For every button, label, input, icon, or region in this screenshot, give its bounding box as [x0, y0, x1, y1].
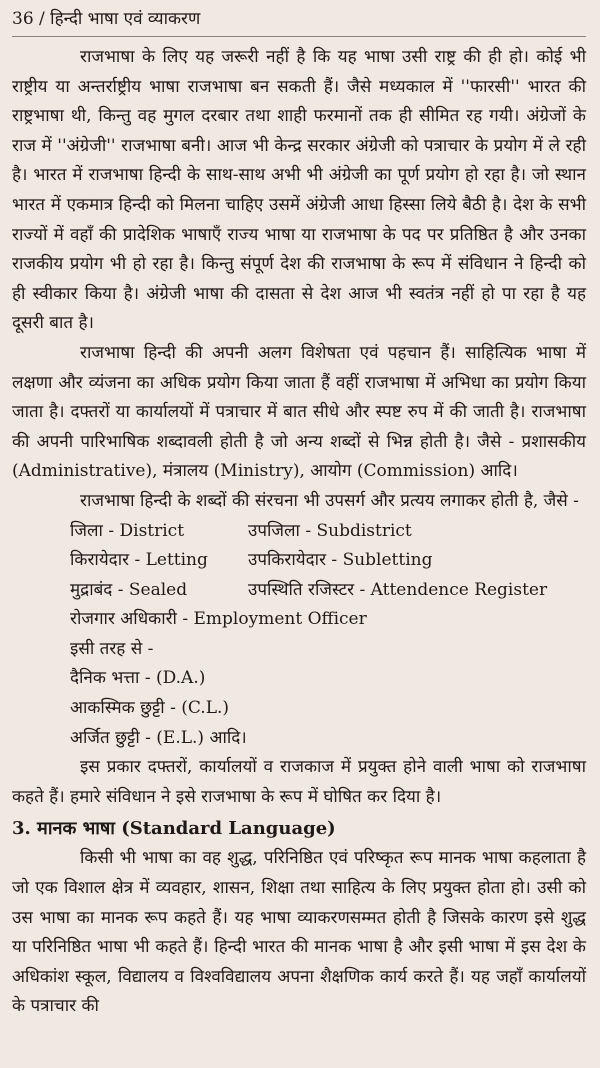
glossary-term: उपजिला - Subdistrict	[248, 520, 412, 541]
glossary-term: उपस्थिति रजिस्टर - Attendence Register	[248, 579, 548, 600]
paragraph-rajbhasha-summary: इस प्रकार दफ्तरों, कार्यालयों व राजकाज में प्रयुक्त होने वाली भाषा को राजभाषा कहते हैं। हमारे संविधान ने इसे राजभाषा के रूप में घोषित कर दिया है।	[12, 757, 586, 807]
glossary-lead-text: इसी तरह से -	[70, 638, 154, 659]
glossary-row	[70, 576, 586, 606]
paragraph-rajbhasha-intro: राजभाषा के लिए यह जरूरी नहीं है कि यह भाषा उसी राष्ट्र की ही हो। कोई भी राष्ट्रीय या अन्तर्राष्ट्रीय भाषा राजभाषा बन सकती हैं। जैसे मध्यकाल में ''फारसी'' भारत की राष्ट्रभाषा थी, किन्तु वह मुगल दरबार तथा शाही फरमानों तक ही सीमित रह गयी। अंग्रेजों के राज में ''अंग्रेजी'' राजभाषा बनी। आज भी केन्द्र सरकार अंग्रेजी को पत्राचार के प्रयोग में ले रही है। भारत में राजभाषा हिन्दी के साथ-साथ अभी भी अंग्रेजी का पूर्ण प्रयोग हो रहा है। जो स्थान भारत में एकमात्र हिन्दी को मिलना चाहिए उसमें अंग्रेजी आधा हिस्सा लिये बैठी है। देश के सभी राज्यों में वहाँ की प्रादेशिक भाषाएँ राज्य भाषा या राजभाषा के पद पर प्रतिष्ठित है और उनका राजकीय प्रयोग भी हो रहा है। किन्तु संपूर्ण देश की राजभाषा के रूप में संविधान ने हिन्दी को ही स्वीकार किया है। अंग्रेजी भाषा की दासता से देश आज भी स्वतंत्र नहीं हो पा रहा है यह दूसरी बात है।	[12, 47, 586, 334]
abbreviation-row	[70, 724, 586, 754]
glossary-row	[70, 546, 586, 576]
abbreviation-term: दैनिक भत्ता - (D.A.)	[70, 668, 206, 689]
glossary-lead	[70, 635, 586, 665]
running-head: 36 / हिन्दी भाषा एवं व्याकरण	[12, 6, 586, 37]
abbreviation-row	[70, 664, 586, 694]
glossary-term: किरायेदार - Letting	[70, 550, 208, 571]
glossary-row	[70, 605, 586, 635]
section-heading: 3. मानक भाषा (Standard Language)	[12, 818, 336, 840]
glossary-list	[70, 517, 586, 754]
glossary-term: मुद्राबंद - Sealed	[70, 579, 188, 600]
glossary-term: रोजगार अधिकारी - Employment Officer	[70, 609, 367, 630]
abbreviation-term: अर्जित छुट्टी - (E.L.) आदि।	[70, 727, 247, 748]
glossary-term: उपकिरायेदार - Subletting	[248, 550, 433, 571]
abbreviation-row	[70, 694, 586, 724]
glossary-row	[70, 517, 586, 547]
paragraph-rajbhasha-features: राजभाषा हिन्दी की अपनी अलग विशेषता एवं पहचान हैं। साहित्यिक भाषा में लक्षणा और व्यंजना का अधिक प्रयोग किया जाता हैं वहीं राजभाषा में अभिधा का प्रयोग किया जाता है। दफ्तरों या कार्यालयों में पत्राचार में बात सीधे और स्पष्ट रुप में की जाती है। राजभाषा की अपनी पारिभाषिक शब्दावली होती है जो अन्य शब्दों से भिन्न होती है। जैसे - प्रशासकीय (Administrative), मंत्रालय (Ministry), आयोग (Commission) आदि।	[12, 342, 586, 482]
abbreviation-term: आकस्मिक छुट्टी - (C.L.)	[70, 698, 230, 719]
paragraph-word-structure: राजभाषा हिन्दी के शब्दों की संरचना भी उपसर्ग और प्रत्यय लगाकर होती है, जैसे -	[80, 490, 579, 511]
glossary-term: जिला - District	[70, 520, 185, 541]
paragraph-standard-language: किसी भी भाषा का वह शुद्ध, परिनिष्ठित एवं परिष्कृत रूप मानक भाषा कहलाता है जो एक विशाल क्षेत्र में व्यवहार, शासन, शिक्षा तथा साहित्य के लिए प्रयुक्त होता हो। उसी को उस भाषा का मानक रूप कहते हैं। यह भाषा व्याकरणसम्मत होती है जिसके कारण इसे शुद्ध या परिनिष्ठित भाषा भी कहते हैं। हिन्दी भारत की मानक भाषा है और इसी भाषा में इस देश के अधिकांश स्कूल, विद्यालय व विश्वविद्यालय अपना शैक्षणिक कार्य करते हैं। यह जहाँ कार्यालयों के पत्राचार की	[12, 848, 586, 1017]
